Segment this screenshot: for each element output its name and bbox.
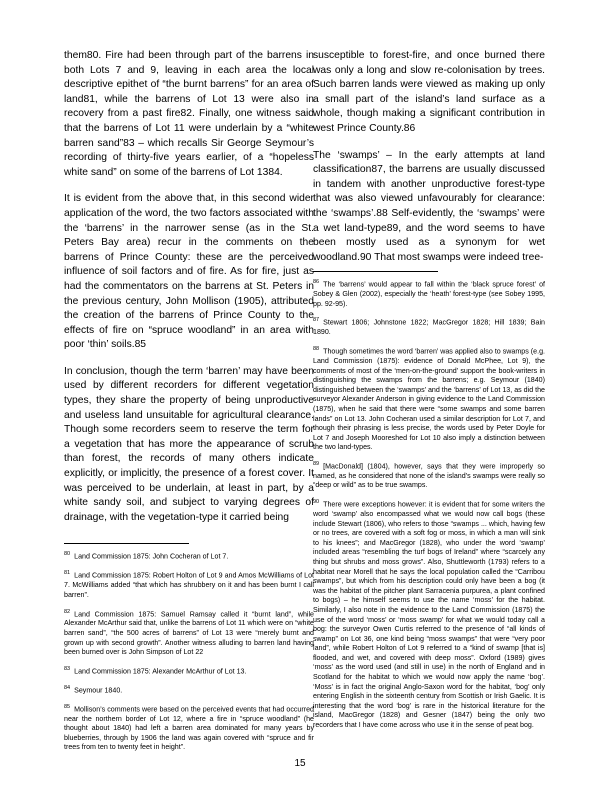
body-paragraph: The ‘swamps’ – In the early attempts at land classification87, the barrens are usually discussed in tandem with another unproductive forest-type that was also viewed unfavourably for clearance: the ‘swamps’.88 Self-evidently, the ‘swamps’ were a wet land-type89, and the word seems to have been mostly used as a synonym for wet woodland.90 That most swamps were indeed tree- bbox=[313, 149, 545, 263]
footnote-number: 80 bbox=[64, 551, 71, 558]
page-number: 15 bbox=[294, 758, 306, 769]
footnotes bbox=[313, 278, 545, 730]
body-paragraph: In conclusion, though the term ‘barren’ may have been used by different recorders for different vegetation types, they share the property of being unproductive and useless land unsuitable for agricultural clearance. Though some recorders seem to reserve the term for a vegetation that has more the appearance of scrub than forest, the records of many others indicate explicitly, or implicitly, the presence of a forest cover. It was perceived to be underlain, at least in part, by a white sandy soil, and subject to varying degrees of drainage, with the vegetation-type it carried being bbox=[64, 365, 314, 523]
footnote-text: Land Commission 1875: John Cocheran of Lot 7. bbox=[74, 552, 229, 561]
footnote bbox=[313, 460, 545, 491]
footnote bbox=[313, 498, 545, 731]
footnote-text: There were exceptions however: it is evident that for some writers the word ‘swamp’ also encompassed what we would now call bogs (these include Stewart (1806), who refers to those “swamps ... which, having few or no trees, are covered with a soft fog or moss, in which a man will sink to his knees”; and MacGregor (1828), who under the word ‘swamp’ included areas “resembling the turf bogs of Ireland” where “scarcely any thing but shrubs and moss grows”. Also, Shuttleworth (1793) refers to a habitat near Morell that he says the local population called the “Carribou swamps”, but which from his description could only have been a bog (it was the habitat of the pitcher plant Sarracenia purpurea, a plant confined to bogs) – he himself seems to use the name ‘moss’ for the habitat. Similarly, I also note in the evidence to the Land Commission (1875) the use of the word ‘moss’ or ‘moss swamp’ for what we would today call a bog: the surveyor Owen Curtis referred to the presence of “all kinds of swamp” on Lot 36, one kind being “moss swamps” that were “very poor land”, while Robert Holton of Lot 9 referred to a “kind of swamp [that is] flooded, and wet, and covered with deep moss”. Oxford (1989) gives ‘moss’ as the word used (and still in use) in the north of England and in Scotland for the habitat to which we would now apply the name ‘bog’. ‘Moss’ is in fact the original Anglo-Saxon word for the habitat, ‘bog’ only entering English in the sixteenth century from Scottish or Irish Gaelic. It is interesting that the word ‘bog’ is rare in the historical literature for the island, MacGregor (1828) and Gesner (1847) being the only two recorders that I have come across who use it in the sense of peat bog. bbox=[313, 500, 545, 730]
footnote-number: 84 bbox=[64, 684, 71, 691]
footnote-text: Though sometimes the word ‘barren’ was applied also to swamps (e.g. Land Commission (1875): evidence of Donald McPhee, Lot 9), the comments of most of the ‘men-on-the-ground’ support the book-writers in distinguishing the swamps from the barrens; e.g. Seymour (1840) distinguished between the ‘swamps’ and the ‘barrens’ of Lot 13, as did the surveyor Alexander Anderson in giving evidence to the Land Commission (1875), when he said that there were “some swamps and some barren lands” on Lot 13. John Cocheran used a similar description for Lot 7, and though their phrasing is less precise, the words used by Peter Doyle for Lot 7 and Joseph Mooreshed for Lot 10 also imply a distinction between the two land-types. bbox=[313, 347, 545, 452]
body-paragraph: It is evident from the above that, in this second wider application of the word, the two factors associated with the ‘barrens’ in the narrower sense (as in the St. Peters Bay area) recur in the comments on the barrens of Prince County: these are the perceived influence of soil factors and of fire. As for fire, just as had the commentators on the barrens at St. Peters in the previous century, John Mollison (1905), attributed the creation of the barrens of Prince County to the effects of fire on “spruce woodland” in an area with poor ‘thin’ soils.85 bbox=[64, 193, 314, 351]
footnote bbox=[313, 278, 545, 309]
footnote bbox=[64, 684, 314, 696]
footnote bbox=[313, 316, 545, 338]
footnote-number: 82 bbox=[64, 608, 71, 615]
footnote-text: Seymour 1840. bbox=[74, 686, 123, 695]
footnote-number: 86 bbox=[313, 279, 320, 286]
footnote-number: 85 bbox=[64, 703, 71, 710]
footnote-text: Land Commission 1875: Alexander McArthur of Lot 13. bbox=[74, 667, 247, 676]
footnote bbox=[64, 665, 314, 677]
footnotes bbox=[64, 550, 314, 753]
footnote-number: 81 bbox=[64, 570, 71, 577]
right-column bbox=[313, 49, 545, 738]
body-paragraph: susceptible to forest-fire, and once burned there was only a long and slow re-colonisation by trees. Such barren lands were viewed as making up only a small part of the island’s land surface as a whole, though making a significant contribution in west Prince County.86 bbox=[313, 50, 545, 134]
footnote-text: Stewart 1806; Johnstone 1822; MacGregor 1828; Hill 1839; Bain 1890. bbox=[313, 318, 545, 337]
footnote-text: Land Commission 1875: Robert Holton of Lot 9 and Amos McWilliams of Lot 7. McWilliams added “that which has shrubbery on it and has been burnt I call barren”. bbox=[64, 571, 314, 599]
footnote-text: [MacDonald] (1804), however, says that they were improperly so named, as he considered that none of the island’s swamps were really so “deep or wild” as to be true swamps. bbox=[313, 462, 545, 490]
footnote-number: 88 bbox=[313, 346, 320, 352]
footnote bbox=[64, 569, 314, 600]
footnote bbox=[64, 550, 314, 562]
footnote bbox=[313, 345, 545, 453]
footnote-number: 90 bbox=[313, 499, 320, 506]
footnote bbox=[64, 703, 314, 753]
footnote-number: 87 bbox=[313, 317, 320, 324]
left-column bbox=[64, 49, 314, 760]
footnote-text: Land Commission 1875: Samuel Ramsay called it “burnt land”, while Alexander McArthur said that, unlike the barrens of Lot 11 which were on “white barren sand”, “the 500 acres of barrens” of Lot 13 were “merely burnt and grown up with second growth”. Another witness alluding to barren land having been burned over is John Simpson of Lot 22 bbox=[64, 609, 314, 657]
footnote-text: The ‘barrens’ would appear to fall within the ‘black spruce forest’ of Sobey & Glen (2002), especially the ‘heath’ forest-type (see Sobey 1995, pp. 92-95). bbox=[313, 280, 545, 308]
body-paragraph: them80. Fire had been through part of the barrens in both Lots 7 and 9, leaving in each area the local descriptive epithet of “the burnt barrens” for an area of land81, while the barrens of Lot 13 were also in recovery from a past fire82. Finally, one witness said that the barrens of Lot 11 were underlain by a “white barren sand”83 – which recalls Sir George Seymour’s recording of thirty-five years earlier, of a “hopeless white sand” on some of the barrens of Lot 1384. bbox=[64, 50, 314, 178]
footnote-separator bbox=[313, 271, 438, 272]
footnote-number: 89 bbox=[313, 460, 320, 467]
footnote-separator bbox=[64, 543, 189, 544]
footnote-number: 83 bbox=[64, 665, 71, 672]
footnote bbox=[64, 608, 314, 658]
footnote-text: Mollison’s comments were based on the perceived events that had occurred near the northern border of Lot 12, where a fire in “spruce woodland” (he thought about 1840) had left a barren area dominated for many years by blueberries, through by 1906 the land was again covered with “spruce and fir trees from ten to twenty feet in height”. bbox=[64, 705, 314, 752]
